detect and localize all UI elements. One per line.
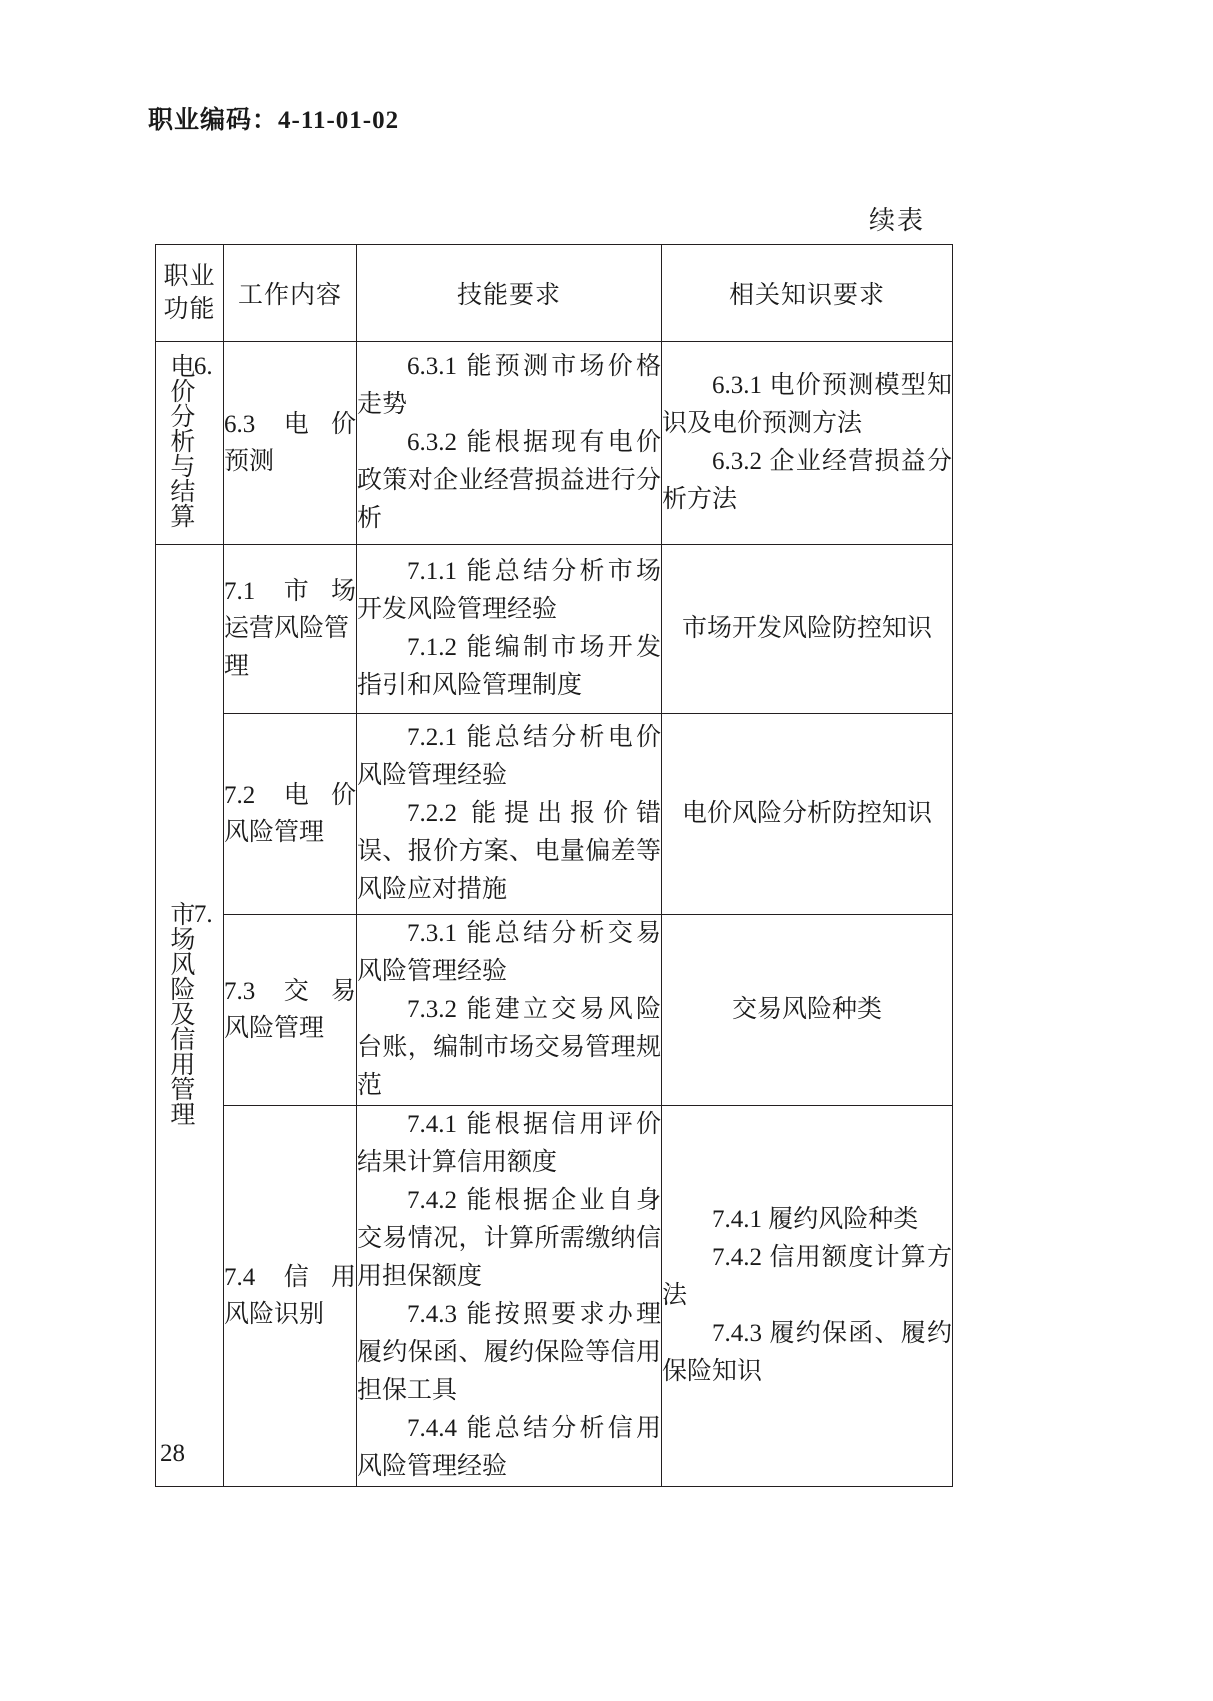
function-number: 6.: [193, 353, 213, 380]
column-header-line-1: 职业: [163, 263, 216, 290]
knowledge-item: 7.4.2 信用额度计算方法: [662, 1244, 952, 1309]
skill-item: 6.3.2 能根据现有电价政策对企业经营损益进行分析: [357, 429, 661, 532]
skill-cell-7-4: [357, 1106, 662, 1487]
table-row: [156, 915, 953, 1106]
skill-item: 7.2.2 能提出报价错误、报价方案、电量偏差等风险应对措施: [357, 800, 661, 903]
work-content-line-1: 7.2 电价: [224, 781, 356, 809]
skill-item: 7.1.2 能编制市场开发指引和风险管理制度: [357, 634, 661, 699]
function-name: 市场风险及信用管理: [166, 900, 194, 1126]
work-content-cell-6-3: [224, 342, 357, 545]
work-content-cell-7-4: [224, 1106, 357, 1487]
knowledge-item: 6.3.1 电价预测模型知识及电价预测方法: [662, 372, 952, 437]
function-number: 7.: [193, 900, 213, 928]
work-content-line-3: 理: [224, 652, 250, 680]
knowledge-cell-7-4: [662, 1106, 953, 1487]
skill-cell-7-1: [357, 545, 662, 714]
occupational-skill-table-wrapper: [155, 244, 952, 1487]
work-content-line-2: 风险管理: [224, 819, 325, 846]
skill-cell-7-2: [357, 714, 662, 915]
skill-item: 6.3.1 能预测市场价格走势: [357, 353, 661, 418]
table-header-row: [156, 245, 953, 342]
column-header-occupational-function: [156, 245, 224, 342]
table-row: [156, 545, 953, 714]
knowledge-item: 市场开发风险防控知识: [681, 615, 932, 642]
skill-item: 7.4.3 能按照要求办理履约保函、履约保险等信用担保工具: [357, 1301, 661, 1404]
skill-item: 7.3.1 能总结分析交易风险管理经验: [357, 920, 661, 985]
skill-item: 7.4.2 能根据企业自身交易情况，计算所需缴纳信用担保额度: [357, 1187, 661, 1290]
function-cell-group-7: [156, 545, 224, 1487]
work-content-line-1: 7.3 交易: [224, 977, 356, 1005]
table-row: [156, 1106, 953, 1487]
continued-table-label: 续表: [868, 206, 925, 235]
knowledge-cell-7-1: [662, 545, 953, 714]
skill-item: 7.4.4 能总结分析信用风险管理经验: [357, 1415, 661, 1480]
skill-cell-7-3: [357, 915, 662, 1106]
table-row: [156, 342, 953, 545]
work-content-cell-7-3: [224, 915, 357, 1106]
column-header-skill-requirements: 技能要求: [357, 245, 662, 342]
work-content-line-1: 6.3 电价: [224, 410, 356, 438]
work-content-cell-7-2: [224, 714, 357, 915]
function-cell-group-6: [156, 342, 224, 545]
work-content-line-2: 风险识别: [224, 1301, 325, 1328]
skill-item: 7.3.2 能建立交易风险台账，编制市场交易管理规范: [357, 996, 661, 1099]
running-head: 职业编码：4-11-01-02: [148, 107, 400, 134]
skill-item: 7.2.1 能总结分析电价风险管理经验: [357, 724, 661, 789]
knowledge-cell-6-3: [662, 342, 953, 545]
work-content-line-2: 风险管理: [224, 1015, 325, 1042]
work-content-line-2: 运营风险管: [224, 615, 350, 643]
skill-item: 7.4.1 能根据信用评价结果计算信用额度: [357, 1111, 661, 1176]
knowledge-cell-7-3: [662, 915, 953, 1106]
work-content-line-1: 7.1 市场: [224, 577, 356, 605]
knowledge-item: 交易风险种类: [731, 996, 882, 1023]
work-content-line-2: 预测: [224, 448, 275, 475]
column-header-work-content: 工作内容: [224, 245, 357, 342]
knowledge-item: 电价风险分析防控知识: [681, 800, 932, 827]
knowledge-item: 7.4.3 履约保函、履约保险知识: [662, 1320, 952, 1385]
table-row: [156, 714, 953, 915]
work-content-line-1: 7.4 信用: [224, 1263, 356, 1291]
knowledge-item: 7.4.1 履约风险种类: [712, 1206, 919, 1233]
knowledge-cell-7-2: [662, 714, 953, 915]
page-number: 28: [160, 1440, 185, 1467]
column-header-line-2: 功能: [163, 296, 216, 323]
function-label-vertical: [166, 353, 212, 528]
column-header-knowledge-requirements: 相关知识要求: [662, 245, 953, 342]
occupational-skill-table: [155, 244, 953, 1487]
function-label-vertical: [166, 901, 212, 1126]
skill-item: 7.1.1 能总结分析市场开发风险管理经验: [357, 558, 661, 623]
knowledge-item: 6.3.2 企业经营损益分析方法: [662, 448, 952, 513]
function-name: 电价分析与结算: [166, 353, 194, 528]
work-content-cell-7-1: [224, 545, 357, 714]
skill-cell-6-3: [357, 342, 662, 545]
